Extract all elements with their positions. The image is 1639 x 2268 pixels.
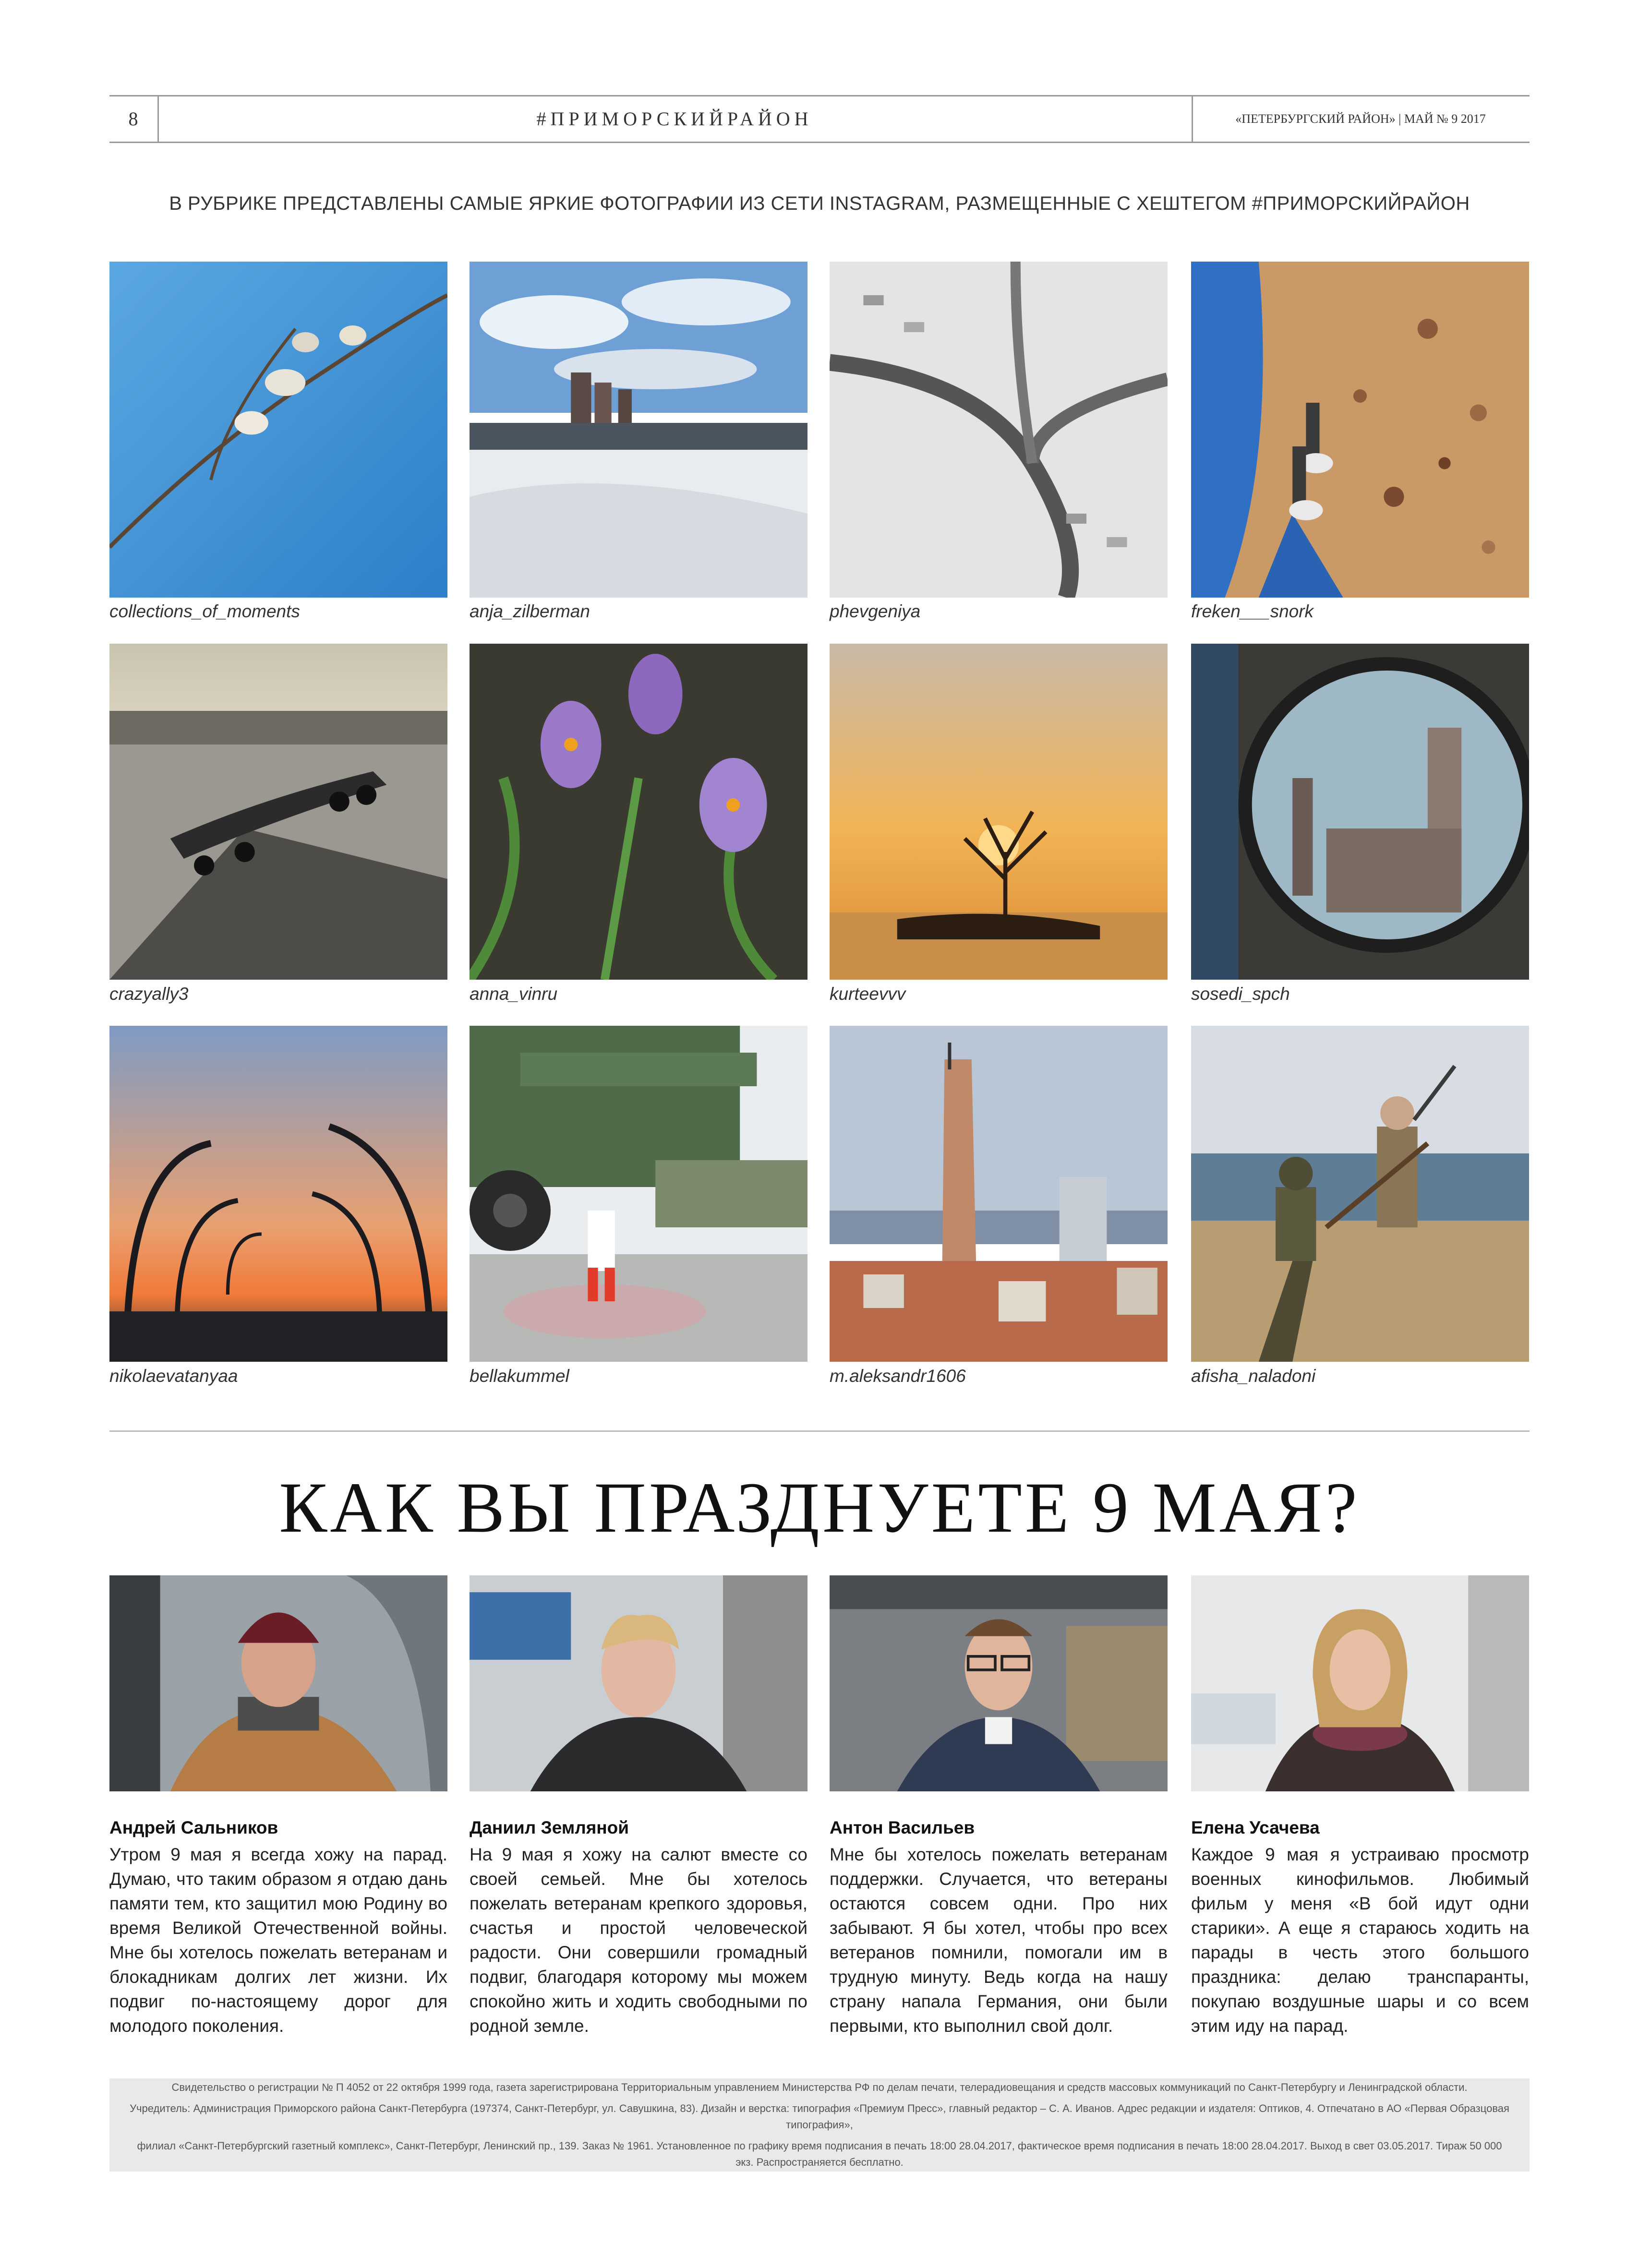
imprint-box (109, 2078, 1530, 2172)
military-vehicle-child-photo (470, 1026, 807, 1362)
photo-caption: collections_of_moments (109, 601, 300, 621)
beach-feet-photo (1191, 262, 1529, 598)
instagram-photo[interactable] (1191, 1026, 1529, 1362)
imprint-line: филиал «Санкт-Петербургский газетный комплекс», Санкт-Петербург, Ленинский пр., 139. Заказ № 1961. Установленное по графику время подписания в печать 18:00 28.04.2017, фактическое время подписания в печать 18:00 28.04.2017. Выход в свет 03.05.2017. Тираж 50 000 экз. Распространяется бесплатно. (137, 2140, 1502, 2168)
skateboard-photo (109, 644, 447, 980)
instagram-photo[interactable] (470, 644, 807, 980)
photo-caption: kurteevvv (830, 984, 906, 1004)
instagram-photo[interactable] (830, 1026, 1168, 1362)
portrait-photo (830, 1575, 1168, 1791)
photo-caption: freken___snork (1191, 601, 1314, 621)
photo-caption: phevgeniya (830, 601, 921, 621)
winter-city-photo (470, 262, 807, 598)
person-name: Антон Васильев (830, 1818, 975, 1837)
instagram-photo[interactable] (109, 262, 447, 598)
sunset-tree-photo (830, 644, 1168, 980)
photo-caption: anna_vinru (470, 984, 558, 1004)
instagram-photo[interactable] (1191, 644, 1529, 980)
section-divider (109, 1430, 1530, 1432)
imprint-line: Свидетельство о регистрации № П 4052 от 22 октября 1999 года, газета зарегистрирована Территориальным управлением Министерства РФ по делам печати, телерадиовещания и средств массовых коммуникаций по Санкт-Петербургу и Ленинградской области. (171, 2081, 1468, 2093)
snowy-road-aerial-photo (830, 262, 1168, 598)
photo-caption: afisha_naladoni (1191, 1366, 1316, 1386)
photo-caption: bellakummel (470, 1366, 569, 1386)
daniil-portrait-photo (470, 1575, 807, 1791)
bridge-lamps-sunset-photo (109, 1026, 447, 1362)
crocus-flowers-photo (470, 644, 807, 980)
section-hashtag: #ПРИМОРСКИЙРАЙОН (536, 108, 813, 130)
photo-caption: nikolaevatanyaa (109, 1366, 238, 1386)
instagram-photo[interactable] (109, 1026, 447, 1362)
andrey-portrait-photo (109, 1575, 447, 1791)
photo-caption: anja_zilberman (470, 601, 590, 621)
instagram-photo[interactable] (830, 644, 1168, 980)
anton-portrait-photo (830, 1575, 1168, 1791)
instagram-photo[interactable] (470, 1026, 807, 1362)
instagram-photo[interactable] (1191, 262, 1529, 598)
imprint-line: Учредитель: Администрация Приморского района Санкт-Петербурга (197374, Санкт-Петербург, ул. Савушкина, 83). Дизайн и верстка: типография «Премиум Пресс», главный редактор – С. А. Иванов. Адрес редакции и издателя: Оптиков, 4. Отпечатано в АО «Первая Образцовая типография», (130, 2102, 1509, 2131)
person-name: Даниил Земляной (470, 1818, 629, 1837)
person-quote: На 9 мая я хожу на салют вместе со своей семьей. Мне бы хотелось пожелать ветеранам крепкого здоровья, счастья и простой человеческой радости. Они совершили громадный подвиг, благодаря которому мы можем спокойно жить и ходить свободными по родной земле. (470, 1845, 807, 2036)
rubric-description: В РУБРИКЕ ПРЕДСТАВЛЕНЫ САМЫЕ ЯРКИЕ ФОТОГРАФИИ ИЗ СЕТИ INSTAGRAM, РАЗМЕЩЕННЫЕ С ХЕШТЕГОМ #ПРИМОРСКИЙРАЙОН (169, 193, 1470, 214)
portrait-photo (470, 1575, 807, 1791)
instagram-photo[interactable] (470, 262, 807, 598)
person-name: Елена Усачева (1191, 1818, 1320, 1837)
issue-info: «ПЕТЕРБУРГСКИЙ РАЙОН» | МАЙ № 9 2017 (1235, 111, 1486, 126)
war-reenactment-photo (1191, 1026, 1529, 1362)
survey-title: КАК ВЫ ПРАЗДНУЕТЕ 9 МАЯ? (279, 1468, 1360, 1548)
round-window-city-photo (1191, 644, 1529, 980)
person-quote: Мне бы хотелось пожелать ветеранам поддержки. Случается, что ветераны остаются совсем одни. Про них забывают. Я бы хотел, чтобы про всех ветеранов помнили, помогали им в трудную минуту. Ведь когда на нашу страну напала Германия, они были первыми, кто выполнил свой долг. (830, 1845, 1168, 2036)
person-quote: Каждое 9 мая я устраиваю просмотр военных кинофильмов. Любимый фильм у меня «В бой идут одни старики». А еще я стараюсь ходить на парады в честь этого большого праздника: делаю транспаранты, покупаю воздушные шары и со всем этим иду на парад. (1191, 1845, 1529, 2036)
portrait-photo (109, 1575, 447, 1791)
lakhta-tower-construction-photo (830, 1026, 1168, 1362)
elena-portrait-photo (1191, 1575, 1529, 1791)
photo-caption: m.aleksandr1606 (830, 1366, 966, 1386)
person-quote: Утром 9 мая я всегда хожу на парад. Думаю, что таким образом я отдаю дань памяти тем, кто защитил мою Родину во время Великой Отечественной войны. Мне бы хотелось пожелать ветеранам и блокадникам долгих лет жизни. Их подвиг по-настоящему дорог для молодого поколения. (109, 1845, 447, 2036)
page-number: 8 (128, 108, 138, 130)
photo-caption: crazyally3 (109, 984, 189, 1004)
willow-twig-photo (109, 262, 447, 598)
person-name: Андрей Сальников (109, 1818, 278, 1837)
portrait-photo (1191, 1575, 1529, 1791)
instagram-photo[interactable] (830, 262, 1168, 598)
photo-caption: sosedi_spch (1191, 984, 1290, 1004)
instagram-photo[interactable] (109, 644, 447, 980)
